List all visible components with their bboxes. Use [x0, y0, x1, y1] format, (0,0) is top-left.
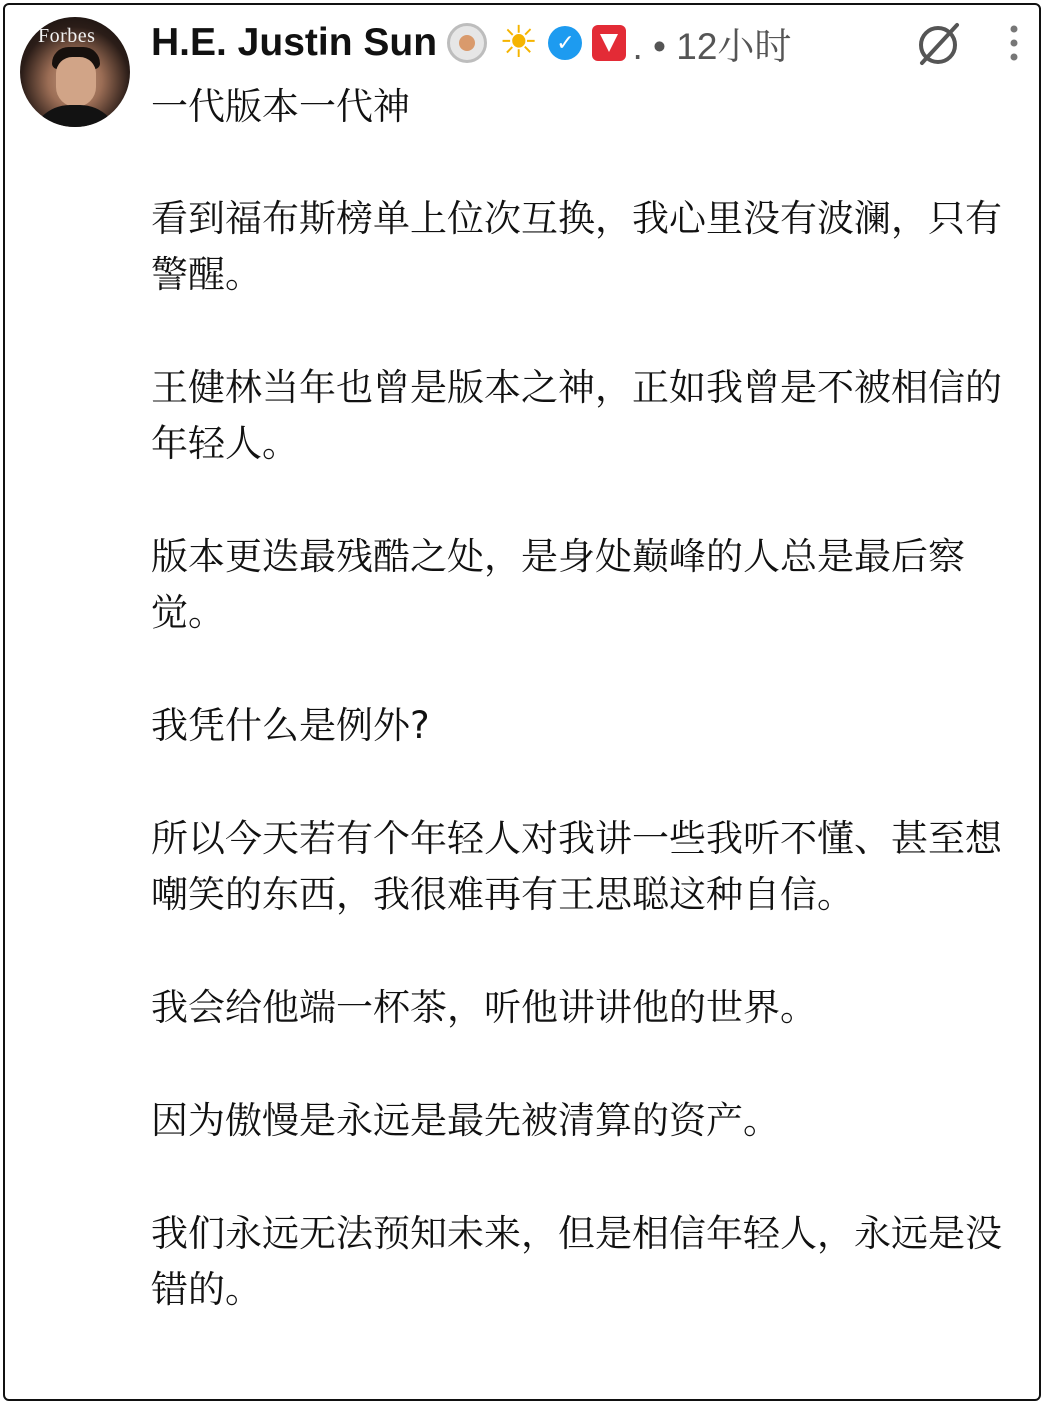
post-paragraph-3: 版本更迭最残酷之处，是身处巅峰的人总是最后察觉。	[151, 535, 965, 634]
post-paragraph-2: 王健林当年也曾是版本之神，正如我曾是不被相信的年轻人。	[151, 366, 1002, 465]
author-avatar[interactable]	[20, 17, 130, 127]
avatar-face	[56, 57, 96, 107]
sun-emoji-icon: ☀	[499, 17, 539, 68]
post-header	[151, 15, 791, 71]
post-title: 一代版本一代神	[151, 85, 410, 128]
post-paragraph-8: 我们永远无法预知未来，但是相信年轻人，永远是没错的。	[151, 1212, 1002, 1311]
post-paragraph-4: 我凭什么是例外?	[151, 704, 430, 747]
avatar-brand: Forbes	[38, 25, 96, 47]
post-paragraph-7: 因为傲慢是永远是最先被清算的资产。	[151, 1099, 780, 1142]
more-options-icon[interactable]	[999, 21, 1029, 65]
post-timestamp[interactable]: . • 12小时	[632, 26, 792, 67]
verified-badge-icon[interactable]: ✓	[548, 26, 582, 60]
astronaut-emoji-icon	[447, 23, 487, 63]
author-name[interactable]: H.E. Justin Sun	[151, 21, 438, 64]
grok-icon[interactable]	[913, 19, 963, 69]
post-body	[151, 79, 1026, 1318]
post-paragraph-1: 看到福布斯榜单上位次互换，我心里没有波澜，只有警醒。	[151, 197, 1002, 296]
post-paragraph-6: 我会给他端一杯茶，听他讲讲他的世界。	[151, 986, 817, 1029]
post-paragraph-5: 所以今天若有个年轻人对我讲一些我听不懂、甚至想嘲笑的东西，我很难再有王思聪这种自信。	[151, 817, 1002, 916]
tron-logo-icon[interactable]	[592, 25, 626, 61]
post-card	[3, 3, 1041, 1401]
avatar-suit	[30, 105, 120, 127]
